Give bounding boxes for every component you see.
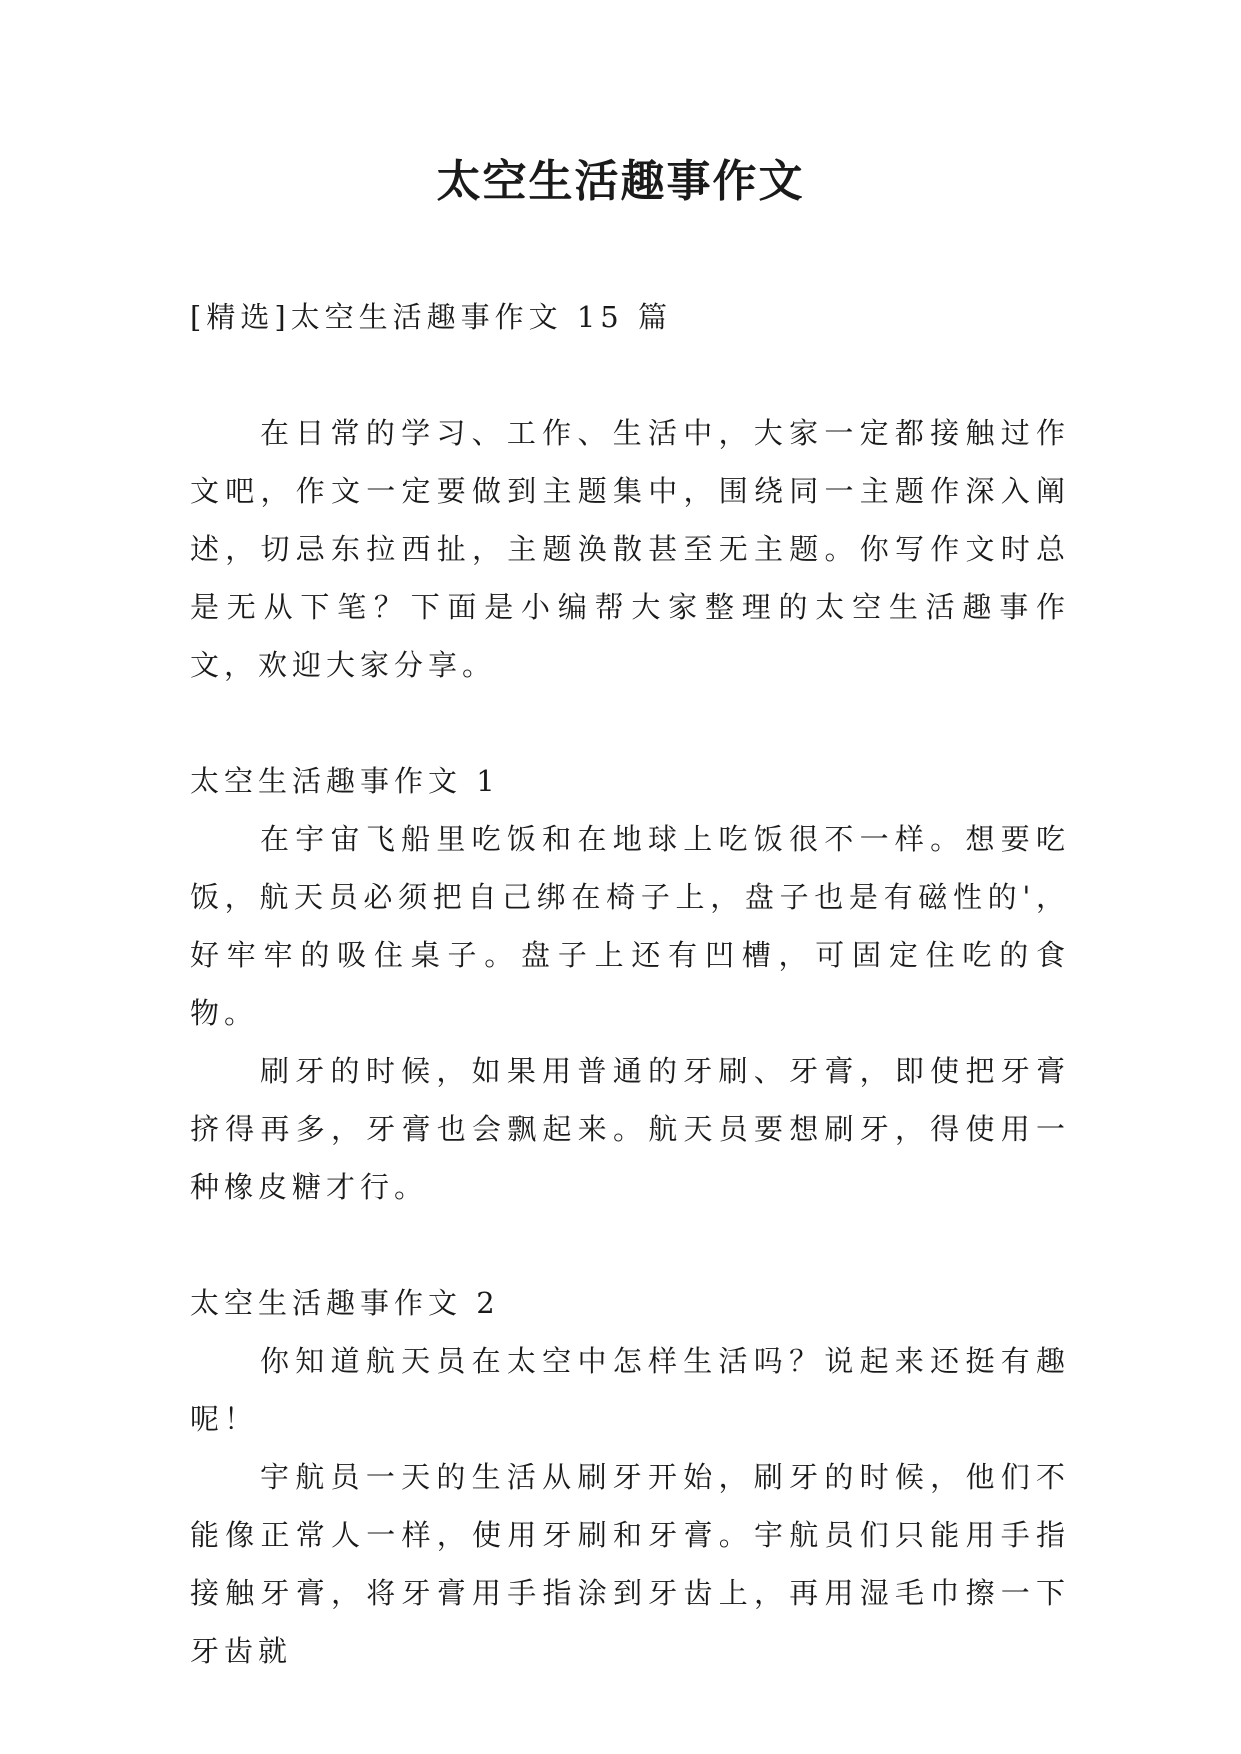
section-paragraph: 刷牙的时候，如果用普通的牙刷、牙膏，即使把牙膏挤得再多，牙膏也会飘起来。航天员要想刷牙，得使用一种橡皮糖才行。 (190, 1054, 1070, 1204)
section-heading: 太空生活趣事作文 1 (190, 764, 500, 798)
section-paragraph: 宇航员一天的生活从刷牙开始，刷牙的时候，他们不能像正常人一样，使用牙刷和牙膏。宇航员们只能用手指接触牙膏，将牙膏用手指涂到牙齿上，再用湿毛巾擦一下牙齿就 (190, 1460, 1070, 1668)
intro-paragraph: 在日常的学习、工作、生活中，大家一定都接触过作文吧，作文一定要做到主题集中，围绕同一主题作深入阐述，切忌东拉西扯，主题涣散甚至无主题。你写作文时总是无从下笔？下面是小编帮大家整理的太空生活趣事作文，欢迎大家分享。 (190, 416, 1070, 682)
document-subtitle: [精选]太空生活趣事作文 15 篇 (190, 300, 672, 334)
document-title: 太空生活趣事作文 (436, 156, 805, 207)
section-paragraph: 你知道航天员在太空中怎样生活吗？说起来还挺有趣呢！ (190, 1344, 1070, 1436)
section-heading: 太空生活趣事作文 2 (190, 1286, 500, 1320)
document-body (190, 288, 1070, 1680)
section-paragraph: 在宇宙飞船里吃饭和在地球上吃饭很不一样。想要吃饭，航天员必须把自己绑在椅子上，盘子也是有磁性的'，好牢牢的吸住桌子。盘子上还有凹槽，可固定住吃的食物。 (190, 822, 1070, 1030)
